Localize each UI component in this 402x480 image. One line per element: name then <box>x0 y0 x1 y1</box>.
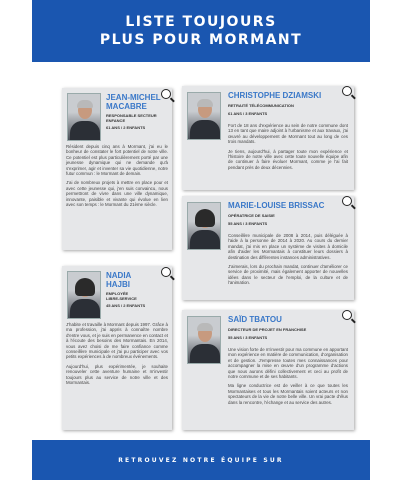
candidate-age: 55 ANS / 3 ENFANTS <box>228 335 268 340</box>
candidate-age: 45 ANS / 2 ENFANTS <box>106 303 146 308</box>
candidate-name: JEAN-MICHEL MACABRE <box>106 93 161 111</box>
header-title-line2: PLUS POUR MORMANT <box>99 32 303 48</box>
candidate-bio <box>66 322 168 385</box>
candidate-role: RESPONSABLE SECTEUR ENFANCE <box>106 113 157 123</box>
candidate-role: RETRAITÉ TÉLÉCOMMUNICATION <box>228 103 294 108</box>
candidate-bio <box>66 144 168 207</box>
candidate-bio <box>228 347 348 405</box>
header-banner <box>32 0 370 62</box>
bio-paragraph: J'aimerais, lors du prochain mandat, continuer d'améliorer ce service de proximité, mais également apporter de nouvelles idées dans le secteur de l'emploi, de la culture et de l'animation. <box>228 264 348 286</box>
bio-paragraph: Ma ligne conductrice est de veiller à ce que toutes les Mormantaises et tous les Mormantais soient acteurs et non spectateurs de la vie de notre belle ville. Un vrai pacte d'élus dans la rencontre, l'échange et au service des autres. <box>228 383 348 405</box>
candidate-name: CHRISTOPHE DZIAMSKI <box>228 91 322 100</box>
bio-paragraph: J'ai de nombreux projets à mettre en place pour et avec cette jeunesse qui, j'en suis convaincu, nous permettront de vivre dans une ville dynamique, innovante, paisible et vivante qui évolue en lien avec son temps : le Mormant du 21ème siècle. <box>66 180 168 208</box>
candidate-role: EMPLOYÉE LIBRE-SERVICE <box>106 291 137 301</box>
candidate-name: NADIA HAJBI <box>106 271 132 289</box>
bio-paragraph: Conseillère municipale de 2008 à 2014, puis déléguée à l'aide à la personne de 2014 à 2020. Au cours du dernier mandat, j'ai mis en place un système de visites à domicile afin d'aider les Mormantais à constituer leurs dossiers à destination des différentes instances administratives. <box>228 233 348 260</box>
candidate-name: MARIE-LOUISE BRISSAC <box>228 201 325 210</box>
candidate-card-marie-louise <box>182 196 354 300</box>
bio-paragraph: Aujourd'hui, plus expérimentée, je souhaite renouveler cette aventure humaine et m'investir toujours plus au service de notre ville et des Mormantais. <box>66 363 168 386</box>
footer-text: RETROUVEZ NOTRE ÉQUIPE SUR <box>118 456 284 464</box>
footer-banner <box>32 440 370 480</box>
candidate-role: OPÉRATRICE DE SAISIE <box>228 213 275 218</box>
candidate-photo <box>187 202 221 250</box>
candidate-name: SAÏD TBATOU <box>228 315 282 324</box>
candidate-card-nadia <box>62 266 172 430</box>
candidate-photo <box>67 93 101 141</box>
candidate-photo <box>67 271 101 319</box>
candidate-card-christophe <box>182 86 354 190</box>
bio-paragraph: Je tiens, aujourd'hui, à partager toute mon expérience et l'histoire de notre ville avec cette toute nouvelle équipe afin de continuer à faire évoluer Mormant, comme je l'ai fait pendant près de deux décennies. <box>228 148 348 170</box>
candidate-photo <box>187 316 221 364</box>
candidate-card-jean-michel <box>62 88 172 250</box>
candidate-age: 55 ANS / 3 ENFANTS <box>228 221 268 226</box>
bio-paragraph: Résident depuis cinq ans à Mormant, j'ai eu le bonheur de constater le fort potentiel de notre ville. Ce potentiel est plus particulièrement porté par une jeunesse dynamique qui ne demande qu'à s'exprimer, agir et inventer sa vie quotidienne, notre futur commun : le Mormant de demain. <box>66 144 168 177</box>
bio-paragraph: Une vision forte de m'investir pour ma commune en apportant mon expérience en matière de communication, d'organisation et de gestion. J'empresse toutes mes connaissances pour accompagner la mise en œuvre d'un programme d'actions que nous aurons défini collectivement et ceci au profit de notre commune et de ses habitants. <box>228 347 348 380</box>
candidate-card-said <box>182 310 354 430</box>
candidate-photo <box>187 92 221 140</box>
candidate-age: 61 ANS / 3 ENFANTS <box>228 111 268 116</box>
candidate-bio <box>228 233 348 286</box>
candidate-bio <box>228 123 348 170</box>
bio-paragraph: J'habite et travaille à Mormant depuis 1997. Grâce à ma profession, j'ai appris à connaître nombre d'entre vous, et je suis en permanence en contact et à l'écoute des besoins des Mormantais. En 2014, vous avez choisi de me faire confiance comme conseillère municipale et j'ai pu participer avec vos petits expériences à de nombreux événements. <box>66 322 168 360</box>
candidate-age: 61 ANS / 2 ENFANTS <box>106 125 146 130</box>
bio-paragraph: Fort de 18 ans d'expérience au sein de notre commune dont 13 en tant que maire adjoint à l'urbanisme et aux travaux, j'ai œuvré au développement de Mormant tout au long de ces trois mandats. <box>228 123 348 145</box>
candidate-role: DIRECTEUR DE PROJET EN FRANCHISE <box>228 327 307 332</box>
header-title-line1: LISTE TOUJOURS <box>125 14 277 30</box>
